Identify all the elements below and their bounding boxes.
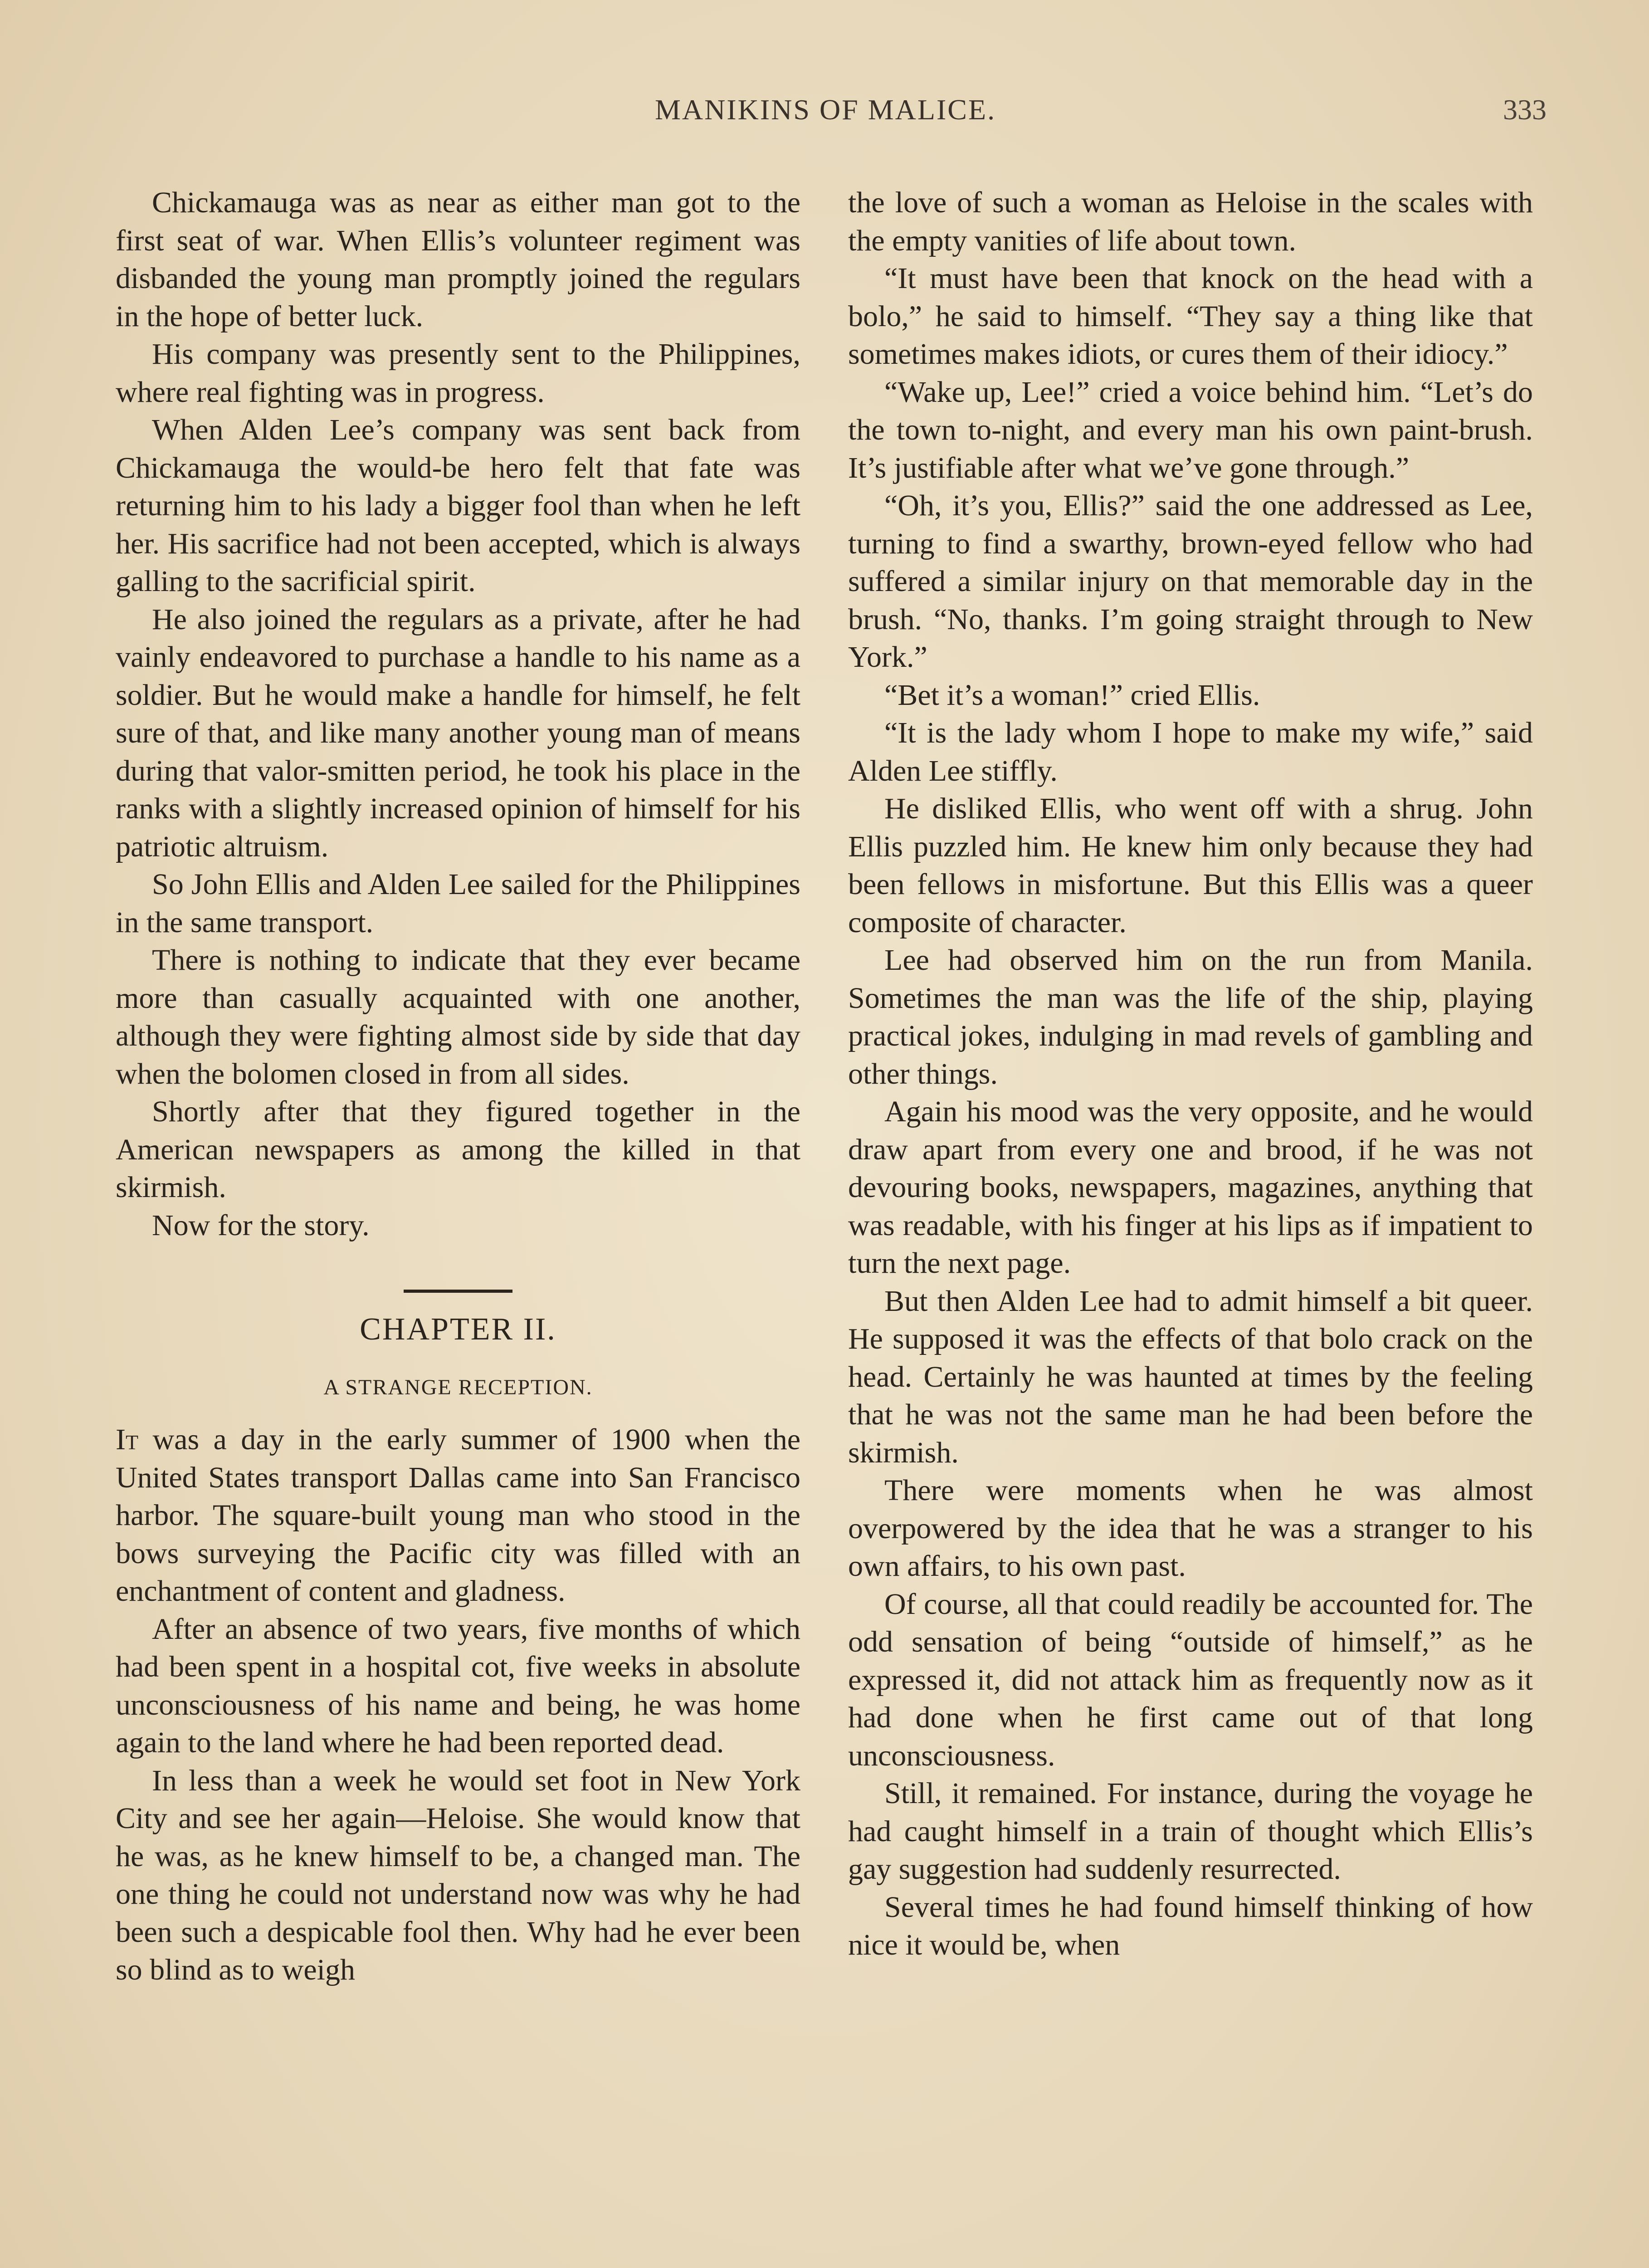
running-title: MANIKINS OF MALICE. (654, 93, 996, 126)
paragraph: After an absence of two years, five months of which had been spent in a hospital cot, five weeks in absolute unconsciousness of his name and being, he was home again to the land where he had been reported dead. (116, 1612, 800, 1759)
left-paragraphs-after (116, 1610, 800, 1989)
paragraph: Lee had observed him on the run from Manila. Sometimes the man was the life of the ship, playing practical jokes, indulging in mad revels of gambling and other things. (848, 943, 1533, 1090)
paragraph: “Oh, it’s you, Ellis?” said the one addressed as Lee, turning to find a swarthy, brown-eyed fellow who had suffered a similar injury on that memorable day in the brush. “No, thanks. I’m going straight through to New York.” (848, 489, 1533, 674)
page-header (113, 93, 1547, 143)
paragraph: In less than a week he would set foot in New York City and see her again—Heloise. She would know that he was, as he knew himself to be, a changed man. The one thing he could not understand now was why he had been such a despicable fool then. Why had he ever been so blind as to weigh (116, 1764, 800, 1986)
chapter-first-paragraph-text: was a day in the early summer of 1900 when the United States transport Dallas came into San Francisco harbor. The square-built young man who stood in the bows surveying the Pacific city was filled with an enchantment of content and gladness. (116, 1423, 800, 1608)
paragraph: Still, it remained. For instance, during the voyage he had caught himself in a train of thought which Ellis’s gay suggestion had suddenly resurrected. (848, 1777, 1533, 1886)
paragraph: When Alden Lee’s company was sent back from Chickamauga the would-be hero felt that fate was returning him to his lady a bigger fool than when he left her. His sacrifice had not been accepted, which is always galling to the sacrificial spirit. (116, 413, 800, 598)
paragraph: He also joined the regulars as a private, after he had vainly endeavored to purchase a handle to his name as a soldier. But he would make a handle for himself, he felt sure of that, and like many another young man of means during that valor-smitten period, he took his place in the ranks with a slightly increased opinion of himself for his patriotic altruism. (116, 602, 800, 863)
chapter-heading: CHAPTER II. (360, 1312, 556, 1347)
paragraph: He disliked Ellis, who went off with a shrug. John Ellis puzzled him. He knew him only because they had been fellows in misfortune. But this Ellis was a queer composite of character. (848, 792, 1533, 939)
paragraph: Shortly after that they figured together in the American newspapers as among the killed in that skirmish. (116, 1095, 800, 1204)
paragraph: “It must have been that knock on the head with a bolo,” he said to himself. “They say a thing like that sometimes makes idiots, or cures them of their idiocy.” (848, 262, 1533, 371)
paragraph: Now for the story. (152, 1208, 370, 1242)
left-column (116, 184, 800, 1989)
paragraph: Again his mood was the very opposite, and he would draw apart from every one and brood, if he was not devouring books, newspapers, magazines, anything that was readable, with his finger at his lips as if impatient to turn the next page. (848, 1095, 1533, 1280)
paragraph: There were moments when he was almost overpowered by the idea that he was a stranger to his own affairs, to his own past. (848, 1474, 1533, 1583)
paragraph: So John Ellis and Alden Lee sailed for the Philippines in the same transport. (116, 868, 800, 939)
paragraph: But then Alden Lee had to admit himself a bit queer. He supposed it was the effects of that bolo crack on the head. Certainly he was haunted at times by the feeling that he was not the same man he had been before the skirmish. (848, 1284, 1533, 1469)
page-number: 333 (1503, 93, 1547, 126)
left-paragraphs-before (116, 184, 800, 1244)
chapter-divider (404, 1290, 512, 1293)
paragraph: Several times he had found himself thinking of how nice it would be, when (848, 1890, 1533, 1961)
paragraph: There is nothing to indicate that they ever became more than casually acquainted with one another, although they were fighting almost side by side that day when the bolomen closed in from all sides. (116, 943, 800, 1090)
chapter-first-paragraph (116, 1421, 800, 1610)
paragraph: Chickamauga was as near as either man got to the first seat of war. When Ellis’s volunteer regiment was disbanded the young man promptly joined the regulars in the hope of better luck. (116, 186, 800, 333)
paragraph: His company was presently sent to the Philippines, where real fighting was in progress. (116, 337, 800, 409)
paragraph: “Bet it’s a woman!” cried Ellis. (884, 678, 1260, 712)
chapter-first-word: It (116, 1423, 139, 1456)
paragraph: Of course, all that could readily be accounted for. The odd sensation of being “outside of himself,” as he expressed it, did not attack him as frequently now as it had done when he first came out of that long unconsciousness. (848, 1587, 1533, 1772)
paragraph: “It is the lady whom I hope to make my wife,” said Alden Lee stiffly. (848, 716, 1533, 787)
paragraph: “Wake up, Lee!” cried a voice behind him. “Let’s do the town to-night, and every man his own paint-brush. It’s justifiable after what we’ve gone through.” (848, 375, 1533, 484)
continuation-paragraph: the love of such a woman as Heloise in the scales with the empty vanities of life about town. (848, 186, 1533, 257)
chapter-subtitle: A STRANGE RECEPTION. (323, 1375, 593, 1399)
right-paragraphs (848, 259, 1533, 1964)
right-column (848, 184, 1533, 1964)
